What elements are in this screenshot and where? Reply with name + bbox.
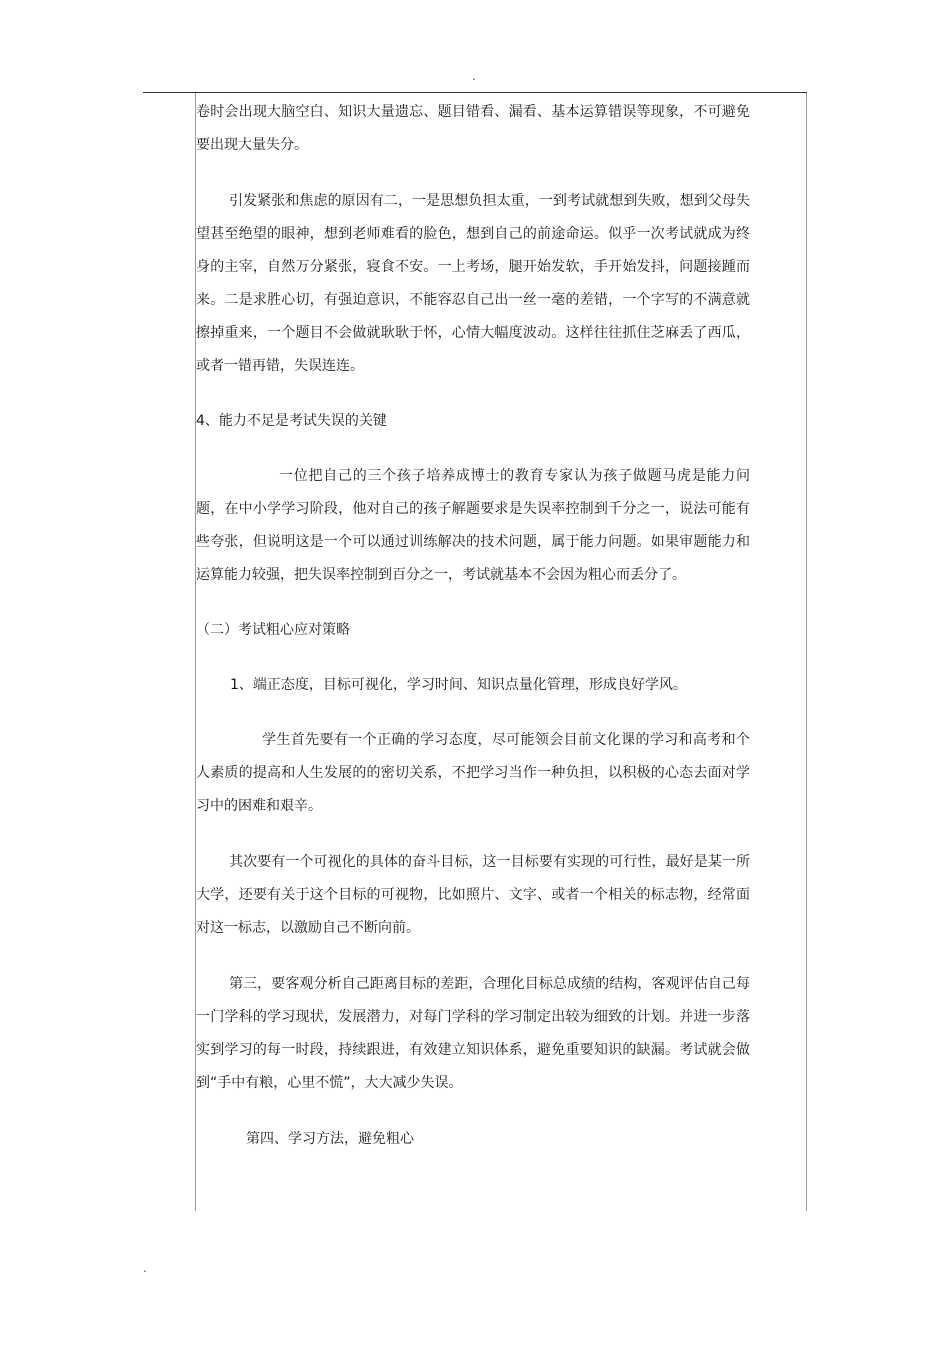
paragraph-attitude: 学生首先要有一个正确的学习态度，尽可能领会目前文化课的学习和高考和个人素质的提高和人生发展的的密切关系，不把学习当作一种负担，以积极的心态去面对学习中的困难和艰辛。 [196, 732, 750, 814]
paragraph-anxiety-causes: 引发紧张和焦虑的原因有二，一是思想负担太重，一到考试就想到失败，想到父母失望甚至绝望的眼神，想到老师难看的脸色，想到自己的前途命运。似乎一次考试就成为终身的主宰，自然万分紧张，寝食不安。一上考场，腿开始发软，手开始发抖，问题接踵而来。二是求胜心切，有强迫意识，不能容忍自己出一丝一毫的差错，一个字写的不满意就擦掉重来，一个题目不会做就耿耿于怀，心情大幅度波动。这样往往抓住芝麻丢了西瓜，或者一错再错，失误连连。 [196, 193, 750, 374]
frame-right-border [806, 93, 807, 1211]
paragraph-continuation: 卷时会出现大脑空白、知识大量遗忘、题目错看、漏看、基本运算错误等现象，不可避免要出现大量失分。 [196, 104, 750, 153]
footer-mark: . [143, 1261, 147, 1275]
paragraph-expert-view: 一位把自己的三个孩子培养成博士的教育专家认为孩子做题马虎是能力问题，在中小学学习阶段，他对自己的孩子解题要求是失误率控制到千分之一，说法可能有些夸张，但说明这是一个可以通过训练解决的技术问题，属于能力问题。如果审题能力和运算能力较强，把失误率控制到百分之一，考试就基本不会因为粗心而丢分了。 [196, 468, 750, 583]
heading-ability: 4、能力不足是考试失误的关键 [196, 413, 387, 429]
paragraph-analysis: 第三，要客观分析自己距离目标的差距，合理化目标总成绩的结构，客观评估自己每一门学科的学习现状，发展潜力，对每门学科的学习制定出较为细致的计划。并进一步落实到学习的每一时段，持续跟进，有效建立知识体系，避免重要知识的缺漏。考试就会做到“手中有粮，心里不慌”，大大减少失误。 [196, 976, 750, 1091]
paragraph-methods: 第四、学习方法，避免粗心 [246, 1131, 414, 1147]
header-mark: . [472, 69, 476, 83]
header-rule [143, 92, 807, 93]
document-body [196, 96, 750, 1156]
strategy-item-1: 1、端正态度，目标可视化，学习时间、知识点量化管理，形成良好学风。 [230, 677, 687, 693]
paragraph-goal: 其次要有一个可视化的具体的奋斗目标，这一目标要有实现的可行性，最好是某一所大学，还要有关于这个目标的可视物，比如照片、文字、或者一个相关的标志物，经常面对这一标志，以激励自己不断向前。 [196, 854, 750, 936]
section-heading-strategies: （二）考试粗心应对策略 [196, 622, 350, 638]
